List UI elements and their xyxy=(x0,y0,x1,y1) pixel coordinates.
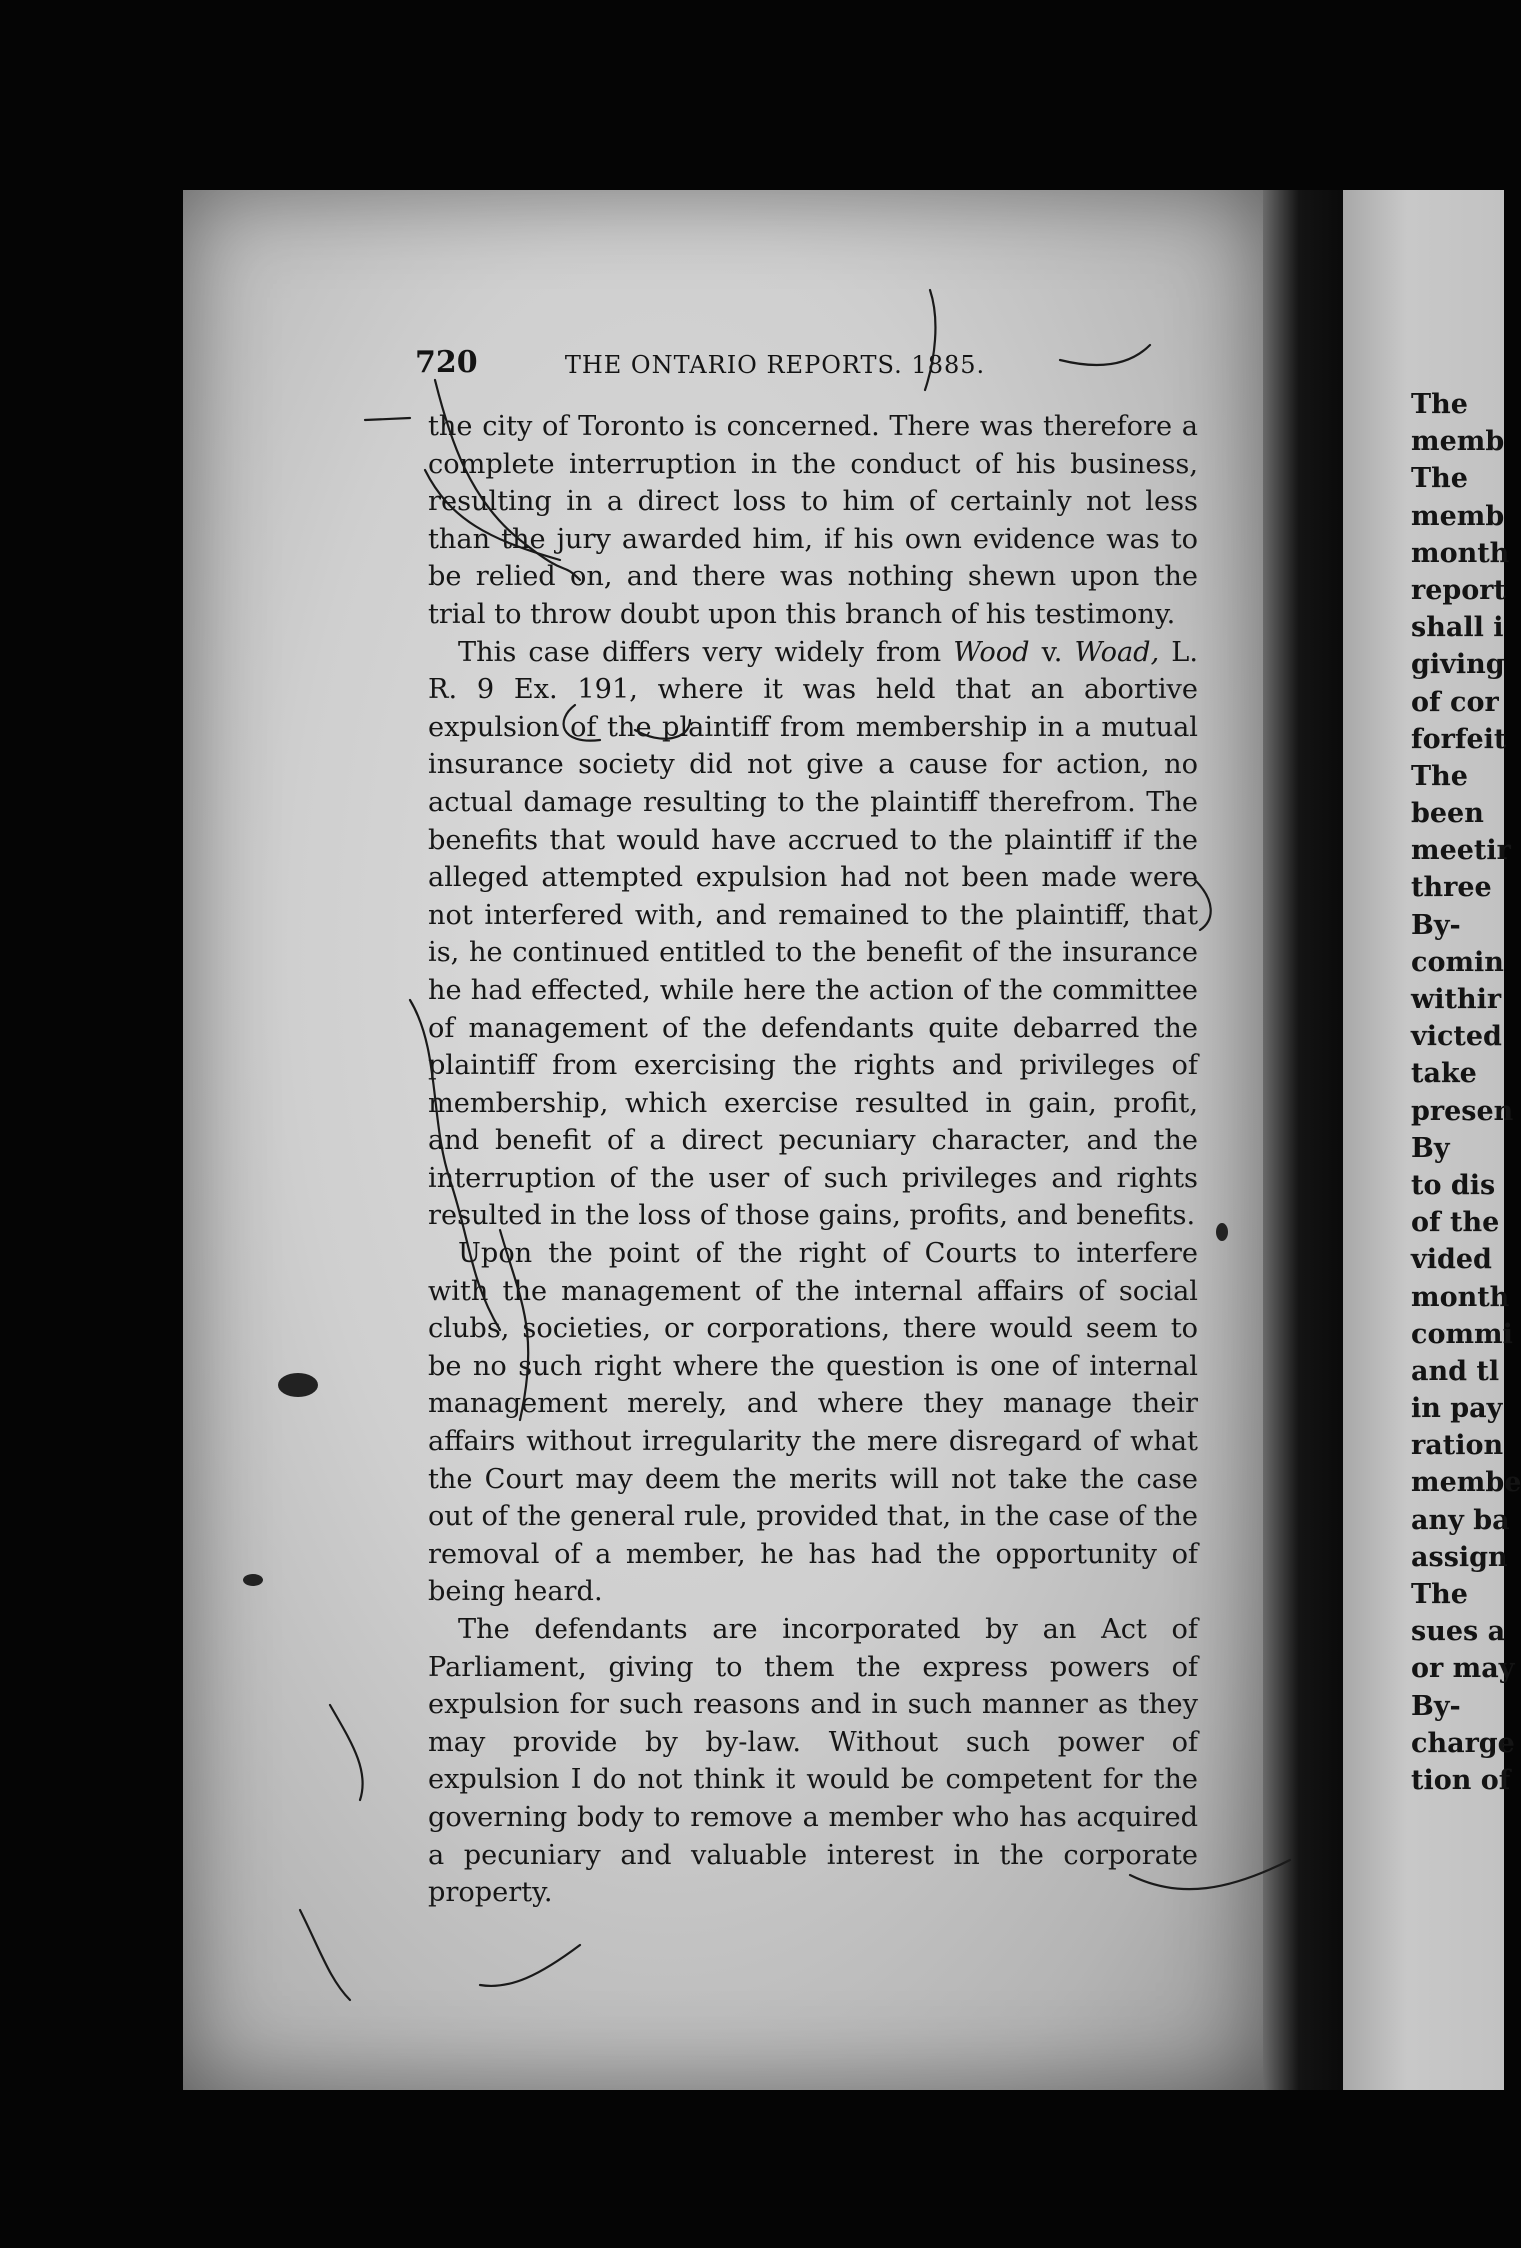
right-page-fragment: report xyxy=(1411,574,1506,606)
dash-mark xyxy=(365,418,410,420)
right-page-fragment: shall i xyxy=(1411,612,1504,644)
hair-mark xyxy=(410,1000,500,1330)
right-page-fragment: of the xyxy=(1411,1207,1500,1239)
hair-mark xyxy=(1130,1860,1290,1889)
case-name-1: Wood xyxy=(953,636,1030,668)
hair-mark xyxy=(300,1910,350,2000)
right-page-fragment: of cor xyxy=(1411,686,1499,718)
right-page-fragment: comin xyxy=(1411,946,1504,978)
right-page-fragment: and tl xyxy=(1411,1355,1500,1387)
hair-mark xyxy=(480,1945,580,1986)
right-page-fragment: charge xyxy=(1411,1727,1515,1759)
hair-mark xyxy=(925,290,935,390)
hair-mark xyxy=(330,1705,363,1800)
right-page-fragment: victed xyxy=(1411,1021,1502,1053)
right-page-fragment: presen xyxy=(1411,1095,1514,1127)
p2-text-b: v. xyxy=(1029,636,1075,668)
case-name-2: Woad, xyxy=(1074,636,1160,668)
right-page-fragment: memb xyxy=(1411,426,1505,458)
right-page-fragment: sues a xyxy=(1411,1616,1506,1648)
right-page-fragment: any ba xyxy=(1411,1504,1510,1536)
hair-mark xyxy=(425,470,560,560)
right-page-fragment: forfeit xyxy=(1411,723,1507,755)
right-page-fragment: month xyxy=(1411,1281,1510,1313)
hair-mark xyxy=(564,705,600,741)
hair-mark xyxy=(635,720,690,739)
right-page-fragment: By- xyxy=(1411,1690,1461,1722)
right-page-fragment: The xyxy=(1411,1579,1468,1610)
running-title-year: 1885. xyxy=(911,351,986,379)
right-page-fragment: withir xyxy=(1411,984,1502,1015)
right-page-fragment: month xyxy=(1411,537,1510,569)
page-number: 720 xyxy=(415,345,478,380)
right-page-fragment: assign xyxy=(1411,1541,1508,1573)
right-page-fragment: take xyxy=(1411,1058,1477,1090)
paragraph-4: The defendants are incorporated by an Act of Parliament, giving to them the express powers of expulsion for such reasons and in such manner as they may provide by by-law. Without such power of expulsion I do not think it would be competent for the governing body to remove a member who has acquired a pecuniary and valuable interest in the corporate property. xyxy=(428,1614,1198,1909)
right-page-fragment: By xyxy=(1411,1132,1450,1164)
paragraph-3: Upon the point of the right of Courts to interfere with the management of the internal affairs of social clubs, societies, or corporations, there would seem to be no such right where the question is one of internal management merely, and where they manage their affairs without irregularity the mere disregard of what the Court may deem the merits will not take the case out of the general rule, provided that, in the case of the removal of a member, he has had the opportunity of being heard. xyxy=(428,1238,1198,1608)
right-page-fragment: The xyxy=(1411,760,1468,792)
right-page-fragment: memb xyxy=(1411,500,1505,532)
right-page-fragment: tion of xyxy=(1411,1764,1511,1796)
right-page-fragment: or may xyxy=(1411,1653,1515,1685)
hair-mark xyxy=(500,1230,528,1420)
right-page-fragment: commi xyxy=(1411,1318,1513,1350)
right-page-fragment: in pay xyxy=(1411,1393,1503,1425)
right-page-fragment: been xyxy=(1411,798,1484,830)
right-page-fragment: meetir xyxy=(1411,835,1511,867)
ink-blot xyxy=(243,1574,263,1586)
ink-blot xyxy=(1216,1223,1228,1241)
right-page-fragment: membe xyxy=(1411,1467,1521,1499)
right-page-fragment: vided xyxy=(1411,1244,1492,1276)
right-page-fragment: three xyxy=(1411,872,1492,904)
hair-mark xyxy=(1195,880,1211,930)
ink-blot xyxy=(278,1373,318,1397)
right-page-fragment: The xyxy=(1411,389,1468,420)
p2-text-c: L. R. 9 Ex. 191, where it was held that an abortive expulsion of the plaintiff from membership in a mutual insurance society did not give a cause for action, no actual damage resulting to the plaintiff therefrom. The benefits that would have accrued to the plaintiff if the alleged attempted expulsion had not been made were not interfered with, and remained to the plaintiff, that is, he continued entitled to the benefit of the insurance he had effected, while here the action of the committee of management of the defendants quite debarred the plaintiff from exercising the rights and privileges of membership, which exercise resulted in gain, profit, and benefit of a direct pecuniary character, and the interruption of the user of such privileges and rights resulted in the loss of those gains, profits, and benefits. xyxy=(428,636,1199,1232)
right-page-fragment: The xyxy=(1411,463,1468,495)
paragraph-1: the city of Toronto is concerned. There was therefore a complete interruption in the conduct of his business, resulting in a direct loss to him of certainly not less than the jury awarded him, if his own evidence was to be relied on, and there was nothing shewn upon the trial to throw doubt upon this branch of his testimony. xyxy=(428,411,1198,630)
running-title-text: THE ONTARIO REPORTS. xyxy=(564,351,903,379)
right-page-fragment: ration xyxy=(1411,1430,1504,1462)
right-page-fragment: to dis xyxy=(1411,1169,1496,1201)
hair-mark xyxy=(1060,345,1150,365)
p2-text-a: This case differs very widely from xyxy=(458,636,954,668)
right-page-fragment: giving xyxy=(1411,649,1505,681)
hair-mark xyxy=(435,380,580,580)
right-page-fragment: By- xyxy=(1411,909,1461,941)
